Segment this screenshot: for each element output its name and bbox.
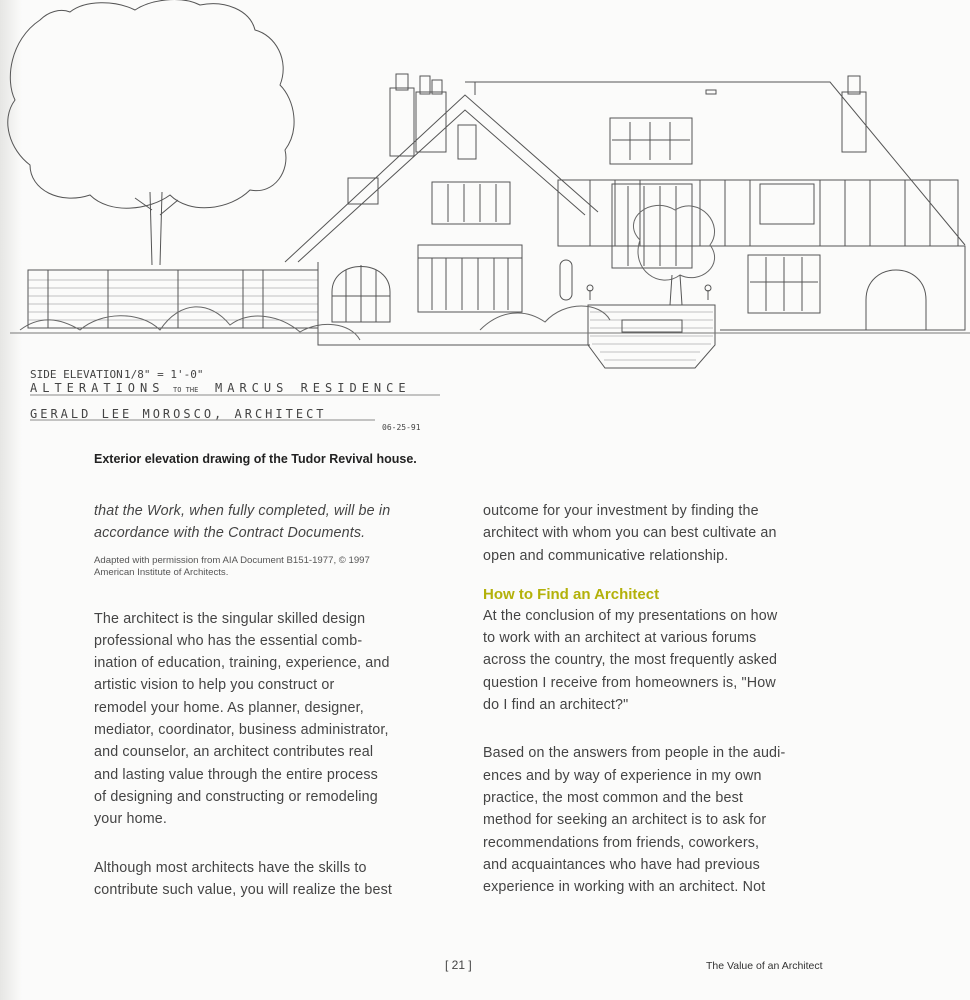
body-paragraph [94, 857, 442, 902]
contract-quote-line: that the Work, when fully completed, will be in [94, 503, 391, 519]
drawing-label-residence: MARCUS RESIDENCE [215, 381, 411, 395]
text-line: mediator, coordinator, business administrator, [94, 722, 389, 739]
text-line: Based on the answers from people in the audi- [483, 745, 786, 762]
text-line: and acquaintances who have had previous [483, 856, 760, 873]
drawing-label-alterations: ALTERATIONS [30, 381, 165, 395]
tree-canopy [8, 0, 294, 208]
quote-source [94, 555, 434, 580]
body-paragraph [483, 605, 831, 716]
text-line: across the country, the most frequently asked [483, 652, 778, 669]
text-line: open and communicative relationship. [483, 547, 729, 564]
drawing-label-scale: 1/8" = 1'-0" [124, 368, 204, 381]
text-line: contribute such value, you will realize the best [94, 881, 393, 898]
text-line: recommendations from friends, coworkers, [483, 834, 760, 851]
drawing-label-to-the: TO THE [173, 386, 199, 394]
elevation-drawing [0, 0, 970, 445]
garden-wall [28, 270, 318, 328]
text-line: method for seeking an architect is to ask for [483, 812, 767, 829]
small-tree [633, 205, 714, 280]
dormer-window [610, 118, 692, 164]
text-line: architect with whom you can best cultivate an [483, 525, 777, 542]
body-paragraph [483, 742, 831, 898]
house-roof-main [465, 82, 965, 245]
arch-right [866, 270, 926, 330]
left-column [94, 500, 442, 901]
text-line: practice, the most common and the best [483, 789, 743, 806]
quote-source-line: Adapted with permission from AIA Document B151-1977, © 1997 [94, 554, 370, 566]
text-line: The architect is the singular skilled design [94, 610, 366, 627]
right-column [483, 500, 831, 898]
house-gable-left [285, 95, 598, 262]
running-title: The Value of an Architect [706, 960, 823, 972]
body-paragraph [94, 608, 442, 831]
drawing-label-date: 06-25-91 [382, 423, 421, 432]
body-paragraph [483, 500, 831, 567]
text-line: and lasting value through the entire process [94, 766, 378, 783]
planter-wall [588, 305, 715, 368]
text-line: and counselor, an architect contributes real [94, 744, 374, 761]
page-number: [ 21 ] [445, 958, 472, 972]
text-line: artistic vision to help you construct or [94, 677, 335, 694]
text-line: ination of education, training, experience, and [94, 655, 390, 672]
text-line: Although most architects have the skills to [94, 859, 367, 876]
text-line: of designing and constructing or remodeling [94, 788, 378, 805]
section-heading: How to Find an Architect [483, 585, 660, 603]
drawing-label-architect: GERALD LEE MOROSCO, ARCHITECT [30, 407, 327, 421]
elevation-drawing-svg [0, 0, 970, 445]
text-line: ences and by way of experience in my own [483, 767, 762, 784]
text-line: At the conclusion of my presentations on how [483, 607, 778, 624]
text-line: question I receive from homeowners is, "How [483, 674, 776, 691]
window-mid-gable [432, 182, 510, 224]
figure-caption: Exterior elevation drawing of the Tudor Revival house. [94, 452, 417, 466]
quote-source-line: American Institute of Architects. [94, 567, 229, 579]
text-line: to work with an architect at various forums [483, 630, 757, 647]
text-line: experience in working with an architect. Not [483, 879, 766, 896]
contract-quote-line: accordance with the Contract Documents. [94, 525, 366, 542]
half-timber-wing [558, 180, 958, 246]
text-line: remodel your home. As planner, designer, [94, 699, 364, 716]
text-line: outcome for your investment by finding the [483, 503, 759, 519]
drawing-label-side-elevation: SIDE ELEVATION [30, 368, 123, 381]
bay-window [418, 245, 522, 312]
text-line: professional who has the essential comb- [94, 632, 363, 649]
text-line: do I find an architect?" [483, 697, 629, 714]
text-line: your home. [94, 811, 168, 828]
